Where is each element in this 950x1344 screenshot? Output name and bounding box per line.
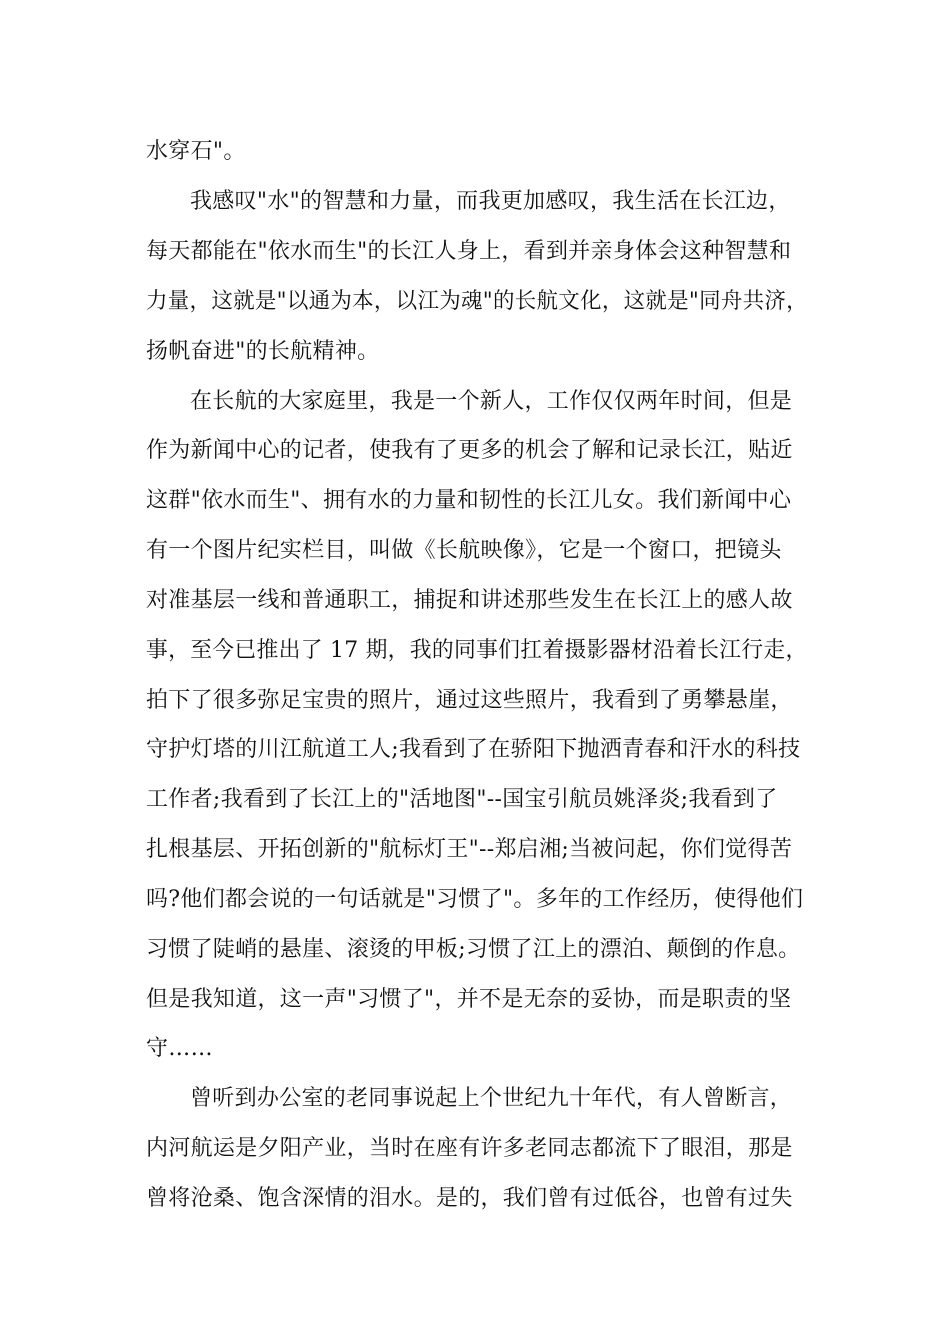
text-line: 水穿石"。 [146,139,246,164]
text-line: 这群"依水而生"、拥有水的力量和韧性的长江儿女。我们新闻中心 [146,488,792,513]
text-line: 工作者;我看到了长江上的"活地图"--国宝引航员姚泽炎;我看到了 [146,787,778,812]
text-line: 我感叹"水"的智慧和力量，而我更加感叹，我生活在长江边， [190,189,791,214]
text-line: 作为新闻中心的记者，使我有了更多的机会了解和记录长江，贴近 [146,438,793,463]
text-line: 在长航的大家庭里，我是一个新人，工作仅仅两年时间，但是 [190,389,793,414]
text-line: 习惯了陡峭的悬崖、滚烫的甲板;习惯了江上的漂泊、颠倒的作息。 [146,937,801,962]
text-line: 吗?他们都会说的一句话就是"习惯了"。多年的工作经历，使得他们 [146,887,804,912]
text-line: 守护灯塔的川江航道工人;我看到了在骄阳下抛洒青春和汗水的科技 [146,737,801,762]
text-line: 对准基层一线和普通职工，捕捉和讲述那些发生在长江上的感人故 [146,588,793,613]
text-line: 但是我知道，这一声"习惯了"，并不是无奈的妥协，而是职责的坚 [146,987,792,1012]
text-line: 扎根基层、开拓创新的"航标灯王"--郑启湘;当被问起，你们觉得苦 [146,837,793,862]
text-line: 拍下了很多弥足宝贵的照片，通过这些照片，我看到了勇攀悬崖， [146,688,793,713]
text-line: 每天都能在"依水而生"的长江人身上，看到并亲身体会这种智慧和 [146,239,792,264]
text-line: 事，至今已推出了 17 期，我的同事们扛着摄影器材沿着长江行走， [146,638,808,663]
text-line: 守…… [146,1036,213,1061]
text-line: 内河航运是夕阳产业，当时在座有许多老同志都流下了眼泪，那是 [146,1136,793,1161]
text-line: 曾将沧桑、饱含深情的泪水。是的，我们曾有过低谷，也曾有过失 [146,1186,793,1211]
text-line: 曾听到办公室的老同事说起上个世纪九十年代，有人曾断言， [190,1086,793,1111]
text-line: 有一个图片纪实栏目，叫做《长航映像》，它是一个窗口，把镜头 [146,538,782,563]
text-line: 扬帆奋进"的长航精神。 [146,339,380,364]
text-line: 力量，这就是"以通为本，以江为魂"的长航文化，这就是"同舟共济， [146,289,808,314]
